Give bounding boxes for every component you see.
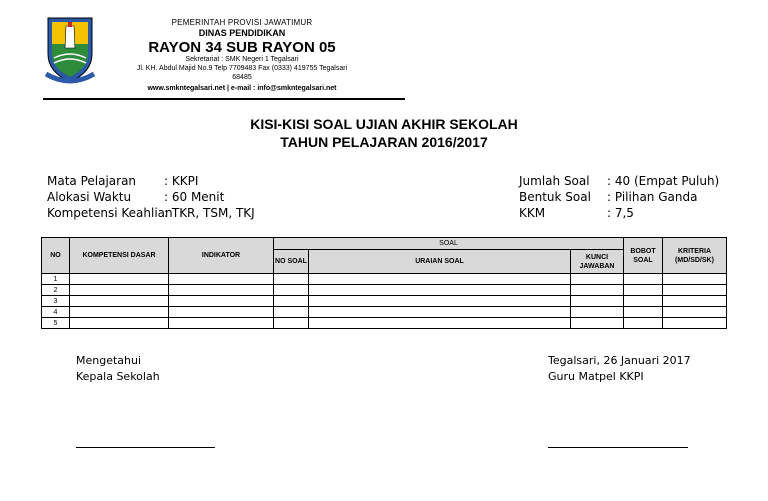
document-title-1: KISI-KISI SOAL UJIAN AKHIR SEKOLAH: [250, 116, 518, 132]
col-header-kriteria: KRITERIA (MD/SD/SK): [663, 238, 727, 274]
header-divider: [43, 98, 405, 100]
col-header-uraian: URAIAN SOAL: [309, 250, 571, 274]
col-header-indikator: INDIKATOR: [169, 238, 274, 274]
info-label-alokasi: Alokasi Waktu: [47, 190, 132, 204]
info-value-kkm: : 7,5: [607, 206, 634, 220]
kisi-kisi-table: [41, 237, 727, 329]
row-number: 3: [42, 296, 70, 307]
sig-right-line-1: Tegalsari, 26 Januari 2017: [548, 354, 691, 367]
header-line-7: www.smkntegalsari.net | e-mail : info@smkntegalsari.net: [147, 85, 337, 92]
info-value-jumlah: : 40 (Empat Puluh): [607, 174, 720, 188]
sig-left-line-2: Kepala Sekolah: [76, 370, 160, 383]
col-header-no-soal: NO SOAL: [274, 250, 309, 274]
col-header-bobot: BOBOT SOAL: [624, 238, 663, 274]
document-title-2: TAHUN PELAJARAN 2016/2017: [280, 134, 488, 150]
signature-line-right: [548, 447, 688, 448]
header-line-1: PEMERINTAH PROVISI JAWATIMUR: [171, 18, 313, 27]
info-label-kompetensi: Kompetensi Keahlian: [47, 206, 173, 220]
header-line-2: DINAS PENDIDIKAN: [198, 28, 286, 38]
info-value-bentuk: : Pilihan Ganda: [607, 190, 698, 204]
sig-right-line-2: Guru Matpel KKPI: [548, 370, 644, 383]
row-number: 4: [42, 307, 70, 318]
signature-line-left: [76, 447, 215, 448]
header-line-6: 68485: [232, 74, 252, 81]
col-header-soal: SOAL: [274, 238, 624, 250]
table-row: [42, 307, 727, 318]
info-value-alokasi: : 60 Menit: [164, 190, 225, 204]
info-value-kompetensi: : TKR, TSM, TKJ: [164, 206, 255, 220]
row-number: 5: [42, 318, 70, 329]
row-number: 1: [42, 274, 70, 285]
header-line-5: Jl. KH. Abdul Majid No.9 Telp 7709483 Fax (0333) 419755 Tegalsari: [136, 65, 348, 72]
col-header-kompetensi: KOMPETENSI DASAR: [70, 238, 169, 274]
header-line-4: Sekretariat : SMK Negeri 1 Tegalsari: [185, 56, 299, 63]
provincial-emblem-icon: [42, 14, 98, 86]
row-number: 2: [42, 285, 70, 296]
col-header-kunci: KUNCI JAWABAN: [571, 250, 624, 274]
info-label-mapel: Mata Pelajaran: [47, 174, 137, 188]
info-label-jumlah: Jumlah Soal: [519, 174, 590, 188]
table-row: [42, 285, 727, 296]
header-line-3: RAYON 34 SUB RAYON 05: [148, 39, 336, 56]
info-value-mapel: : KKPI: [164, 174, 199, 188]
info-label-bentuk: Bentuk Soal: [519, 190, 591, 204]
sig-left-line-1: Mengetahui: [76, 354, 142, 367]
info-label-kkm: KKM: [519, 206, 546, 220]
table-row: [42, 296, 727, 307]
col-header-no: NO: [42, 238, 70, 274]
table-row: [42, 318, 727, 329]
table-row: [42, 274, 727, 285]
